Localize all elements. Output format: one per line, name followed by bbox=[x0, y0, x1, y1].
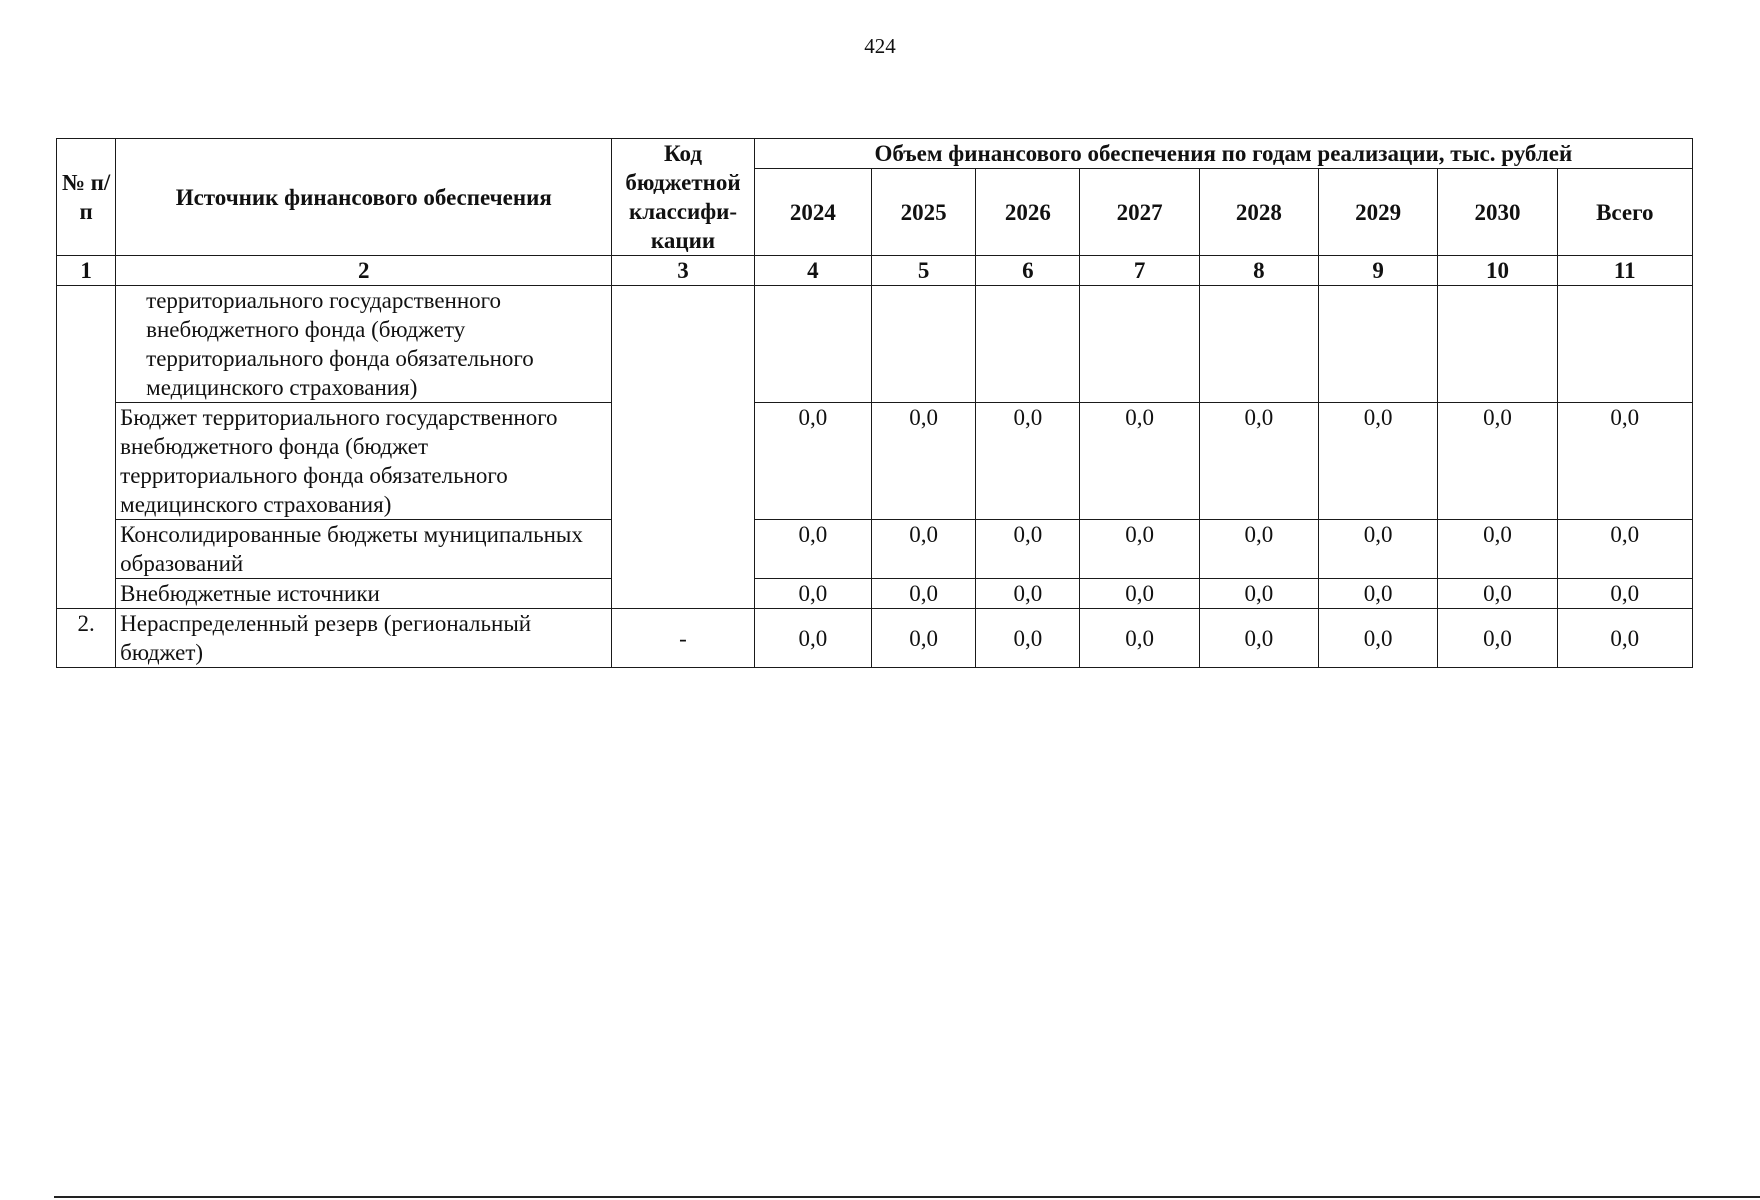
header-year: 2027 bbox=[1080, 169, 1199, 256]
value-cell: 0,0 bbox=[754, 609, 871, 668]
value-cell: 0,0 bbox=[1080, 403, 1199, 520]
value-cell bbox=[1199, 286, 1318, 403]
code-cell: - bbox=[612, 609, 754, 668]
column-number: 7 bbox=[1080, 256, 1199, 286]
header-volume: Объем финансового обеспечения по годам реализации, тыс. рублей bbox=[754, 139, 1692, 169]
column-number: 4 bbox=[754, 256, 871, 286]
header-total: Всего bbox=[1557, 169, 1692, 256]
value-cell: 0,0 bbox=[1319, 520, 1438, 579]
value-cell: 0,0 bbox=[1557, 609, 1692, 668]
value-cell bbox=[754, 286, 871, 403]
column-number: 1 bbox=[57, 256, 116, 286]
table-row bbox=[57, 520, 1693, 579]
value-cell: 0,0 bbox=[1080, 520, 1199, 579]
column-number: 8 bbox=[1199, 256, 1318, 286]
value-cell bbox=[1319, 286, 1438, 403]
header-year: 2024 bbox=[754, 169, 871, 256]
value-cell: 0,0 bbox=[871, 579, 975, 609]
header-code: Код бюджетной классифи-кации bbox=[612, 139, 754, 256]
table-row bbox=[57, 286, 1693, 403]
header-year: 2029 bbox=[1319, 169, 1438, 256]
value-cell: 0,0 bbox=[1557, 520, 1692, 579]
value-cell: 0,0 bbox=[976, 403, 1080, 520]
table-row bbox=[57, 609, 1693, 668]
value-cell: 0,0 bbox=[754, 579, 871, 609]
bottom-rule bbox=[54, 1196, 1760, 1198]
value-cell: 0,0 bbox=[1080, 579, 1199, 609]
table-row bbox=[57, 579, 1693, 609]
value-cell bbox=[1080, 286, 1199, 403]
column-number: 2 bbox=[116, 256, 612, 286]
value-cell: 0,0 bbox=[1557, 579, 1692, 609]
header-year: 2030 bbox=[1438, 169, 1557, 256]
value-cell: 0,0 bbox=[754, 520, 871, 579]
table-row bbox=[57, 403, 1693, 520]
value-cell bbox=[976, 286, 1080, 403]
source-cell: Внебюджетные источники bbox=[116, 579, 612, 609]
value-cell: 0,0 bbox=[871, 403, 975, 520]
value-cell: 0,0 bbox=[1438, 609, 1557, 668]
source-cell: Консолидированные бюджеты муниципальных образований bbox=[116, 520, 612, 579]
value-cell: 0,0 bbox=[1438, 579, 1557, 609]
value-cell: 0,0 bbox=[1557, 403, 1692, 520]
value-cell: 0,0 bbox=[1080, 609, 1199, 668]
column-number: 11 bbox=[1557, 256, 1692, 286]
value-cell bbox=[1557, 286, 1692, 403]
row-number-cell: 2. bbox=[57, 609, 116, 668]
value-cell bbox=[1438, 286, 1557, 403]
page-number: 424 bbox=[864, 34, 896, 58]
row-number-cell bbox=[57, 286, 116, 609]
column-number: 3 bbox=[612, 256, 754, 286]
source-cell: территориального государственного внебюджетного фонда (бюджету территориального фонда обязательного медицинского страхования) bbox=[116, 286, 612, 403]
header-source: Источник финансового обеспечения bbox=[116, 139, 612, 256]
value-cell: 0,0 bbox=[1438, 403, 1557, 520]
value-cell: 0,0 bbox=[754, 403, 871, 520]
column-number: 5 bbox=[871, 256, 975, 286]
column-number: 9 bbox=[1319, 256, 1438, 286]
value-cell: 0,0 bbox=[871, 609, 975, 668]
code-cell bbox=[612, 286, 754, 609]
header-year: 2025 bbox=[871, 169, 975, 256]
value-cell: 0,0 bbox=[976, 520, 1080, 579]
value-cell: 0,0 bbox=[1199, 609, 1318, 668]
value-cell: 0,0 bbox=[1199, 579, 1318, 609]
value-cell: 0,0 bbox=[976, 579, 1080, 609]
value-cell: 0,0 bbox=[871, 520, 975, 579]
header-year: 2026 bbox=[976, 169, 1080, 256]
header-year: 2028 bbox=[1199, 169, 1318, 256]
financing-table bbox=[56, 138, 1693, 668]
value-cell: 0,0 bbox=[1319, 579, 1438, 609]
value-cell: 0,0 bbox=[1199, 520, 1318, 579]
value-cell: 0,0 bbox=[1319, 403, 1438, 520]
column-number: 6 bbox=[976, 256, 1080, 286]
column-number-row bbox=[57, 256, 1693, 286]
source-cell: Нераспределенный резерв (региональный бюджет) bbox=[116, 609, 612, 668]
value-cell: 0,0 bbox=[1319, 609, 1438, 668]
value-cell: 0,0 bbox=[976, 609, 1080, 668]
header-num: № п/п bbox=[57, 139, 116, 256]
value-cell bbox=[871, 286, 975, 403]
column-number: 10 bbox=[1438, 256, 1557, 286]
source-cell: Бюджет территориального государственного внебюджетного фонда (бюджет территориального фонда обязательного медицинского страхования) bbox=[116, 403, 612, 520]
value-cell: 0,0 bbox=[1199, 403, 1318, 520]
value-cell: 0,0 bbox=[1438, 520, 1557, 579]
